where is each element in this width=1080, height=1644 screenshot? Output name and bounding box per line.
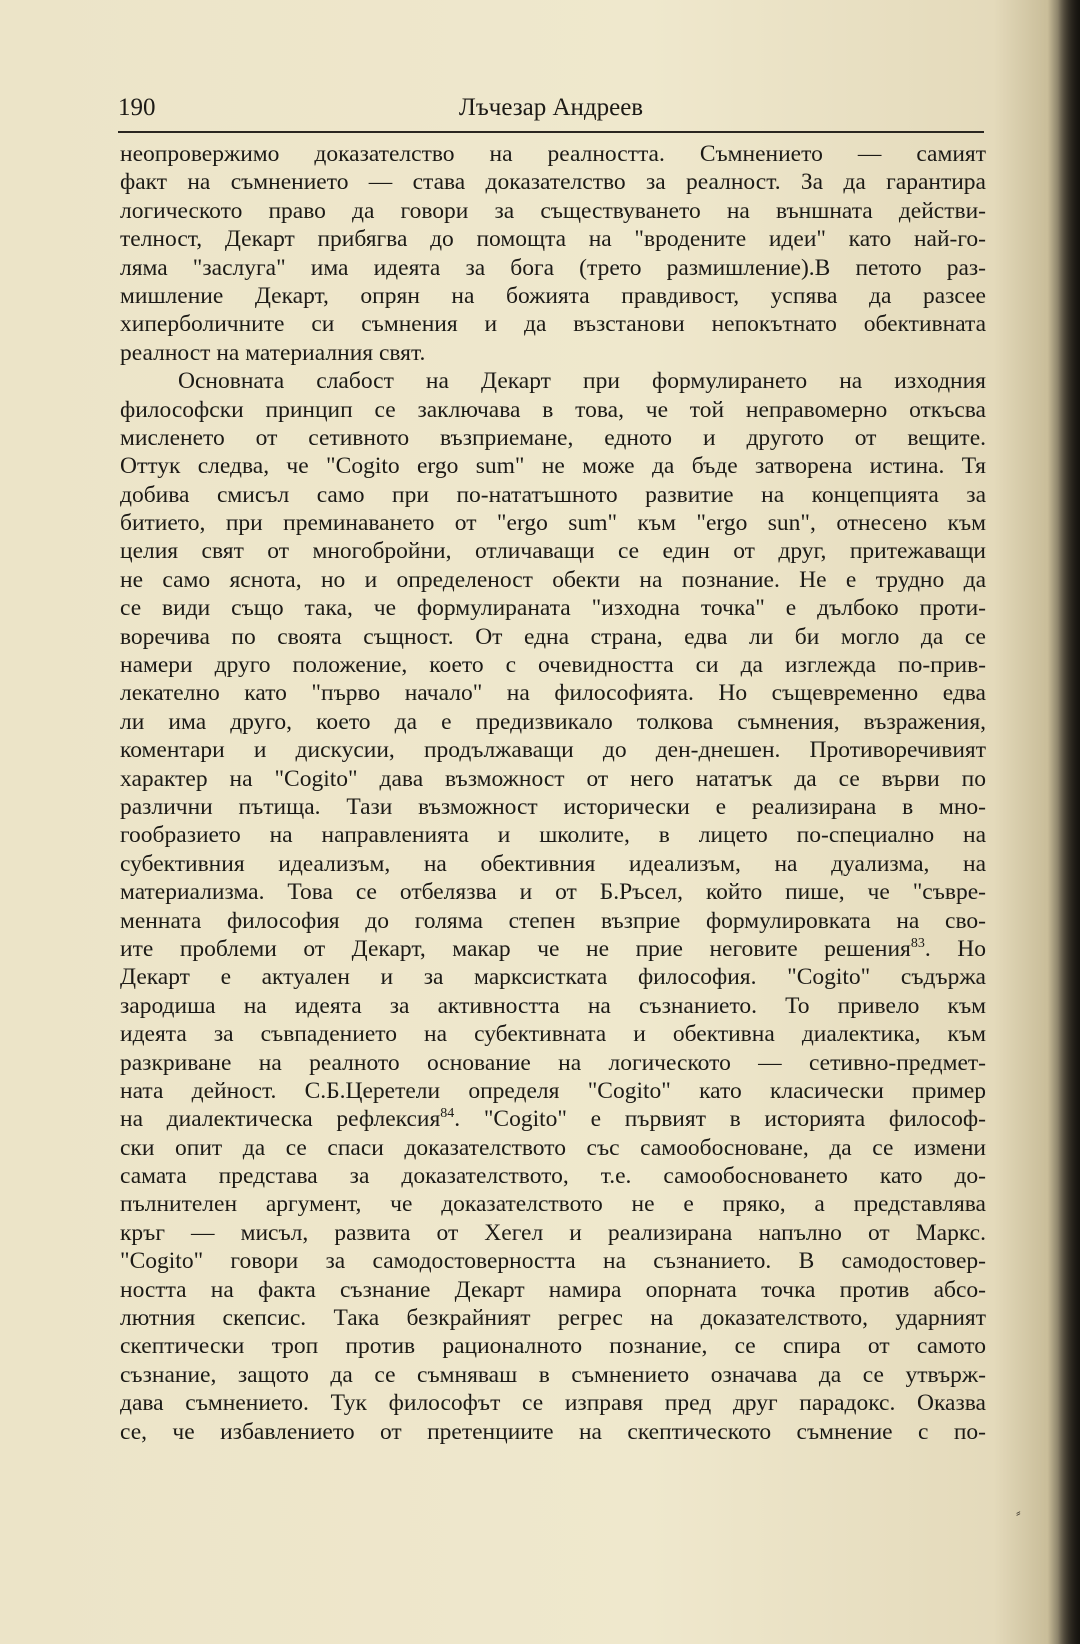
- text-line: хиперболичните си съмнения и да възстанови непокътнато обективната: [120, 311, 986, 338]
- text-line: самата представа за доказателството, т.е. самообосноването като до-: [120, 1163, 986, 1190]
- text-line: телност, Декарт прибягва до помощта на "вродените идеи" като най-го-: [120, 226, 986, 253]
- text-line-with-footnote: [120, 1105, 986, 1133]
- text-line: пълнителен аргумент, че доказателството не е пряко, а представлява: [120, 1191, 986, 1218]
- page-edge-shadow: [1058, 0, 1080, 1644]
- text-line: съзнание, защото да се съмняваш в съмнението означава да се утвърж-: [120, 1361, 986, 1388]
- text-line: кръг — мисъл, развита от Хегел и реализирана напълно от Маркс.: [120, 1219, 986, 1246]
- text-line: Декарт е актуален и за марксистката философия. "Cogito" съдържа: [120, 964, 986, 991]
- text-line: лютния скепсис. Така безкрайният регрес на доказателството, ударният: [120, 1305, 986, 1332]
- text-line: не само яснота, но и определеност обекти на познание. Не е трудно да: [120, 566, 986, 593]
- body-text: [120, 140, 986, 1446]
- text-line: зародиша на идеята за активността на съзнанието. То привело към: [120, 992, 986, 1019]
- text-line: реалност на материалния свят.: [120, 339, 426, 366]
- text-line: ски опит да се спаси доказателството със самообосноване, да се измени: [120, 1134, 986, 1161]
- text-line: логическото право да говори за съществуването на външната действи-: [120, 197, 986, 224]
- running-head: Лъчезар Андреев: [458, 94, 644, 121]
- text-line: ната дейност. С.Б.Церетели определя "Cogito" като класически пример: [120, 1077, 986, 1104]
- text-line: се, че избавлението от претенциите на скептическото съмнение с по-: [120, 1418, 986, 1445]
- text-line: ли има друго, което да е предизвикало толкова съмнения, възражения,: [120, 708, 986, 735]
- footnote-ref-84: 84: [440, 1106, 455, 1122]
- text-line: Оттук следва, че "Cogito ergo sum" не може да бъде затворена истина. Тя: [120, 453, 986, 480]
- text-fragment: . Но: [924, 935, 986, 962]
- page-number: 190: [118, 94, 156, 121]
- text-line: битието, при преминаването от "ergo sum" към "ergo sun", отнесено към: [120, 510, 986, 537]
- page-header: [118, 92, 984, 132]
- text-fragment: . "Cogito" е първият в историята философ-: [454, 1106, 986, 1133]
- text-line: факт на съмнението — става доказателство за реалност. За да гарантира: [120, 169, 986, 196]
- text-fragment: ите проблеми от Декарт, макар че не прие неговите решения: [120, 935, 911, 962]
- text-line: различни пътища. Тази възможност исторически е реализирана в мно-: [120, 793, 986, 820]
- text-line: идеята за съвпадението на субективната и обективна диалектика, към: [120, 1021, 986, 1048]
- text-line: менната философия до голяма степен възприе формулировката на сво-: [120, 907, 986, 934]
- text-line: добива смисъл само при по-нататъшното развитие на концепцията за: [120, 481, 986, 508]
- text-line: дава съмнението. Тук философът се изправя пред друг парадокс. Оказва: [120, 1390, 986, 1417]
- text-line: материализма. Това се отбелязва и от Б.Ръсел, който пише, че "съвре-: [120, 879, 986, 906]
- text-line: намери друго положение, което с очевидността си да изглежда по-прив-: [120, 652, 986, 679]
- text-line: философски принцип се заключава в това, че той неправомерно откъсва: [120, 396, 986, 423]
- text-line: "Cogito" говори за самодостоверността на съзнанието. В самодостовер-: [120, 1248, 986, 1275]
- text-line: субективния идеализъм, на обективния идеализъм, на дуализма, на: [120, 850, 986, 877]
- text-line-with-footnote: [120, 935, 986, 963]
- text-line: целия свят от многобройни, отличаващи се един от друг, притежаващи: [120, 538, 986, 565]
- text-line: Основната слабост на Декарт при формулирането на изходния: [178, 368, 986, 395]
- text-line: неопровержимо доказателство на реалността. Съмнението — самият: [120, 141, 986, 167]
- text-line: ността на факта съзнание Декарт намира опорната точка против абсо-: [120, 1276, 986, 1303]
- text-line: скептически троп против рационалното познание, се спира от самото: [120, 1333, 986, 1360]
- text-line: характер на "Cogito" дава възможност от него нататък да се върви по: [120, 765, 986, 792]
- text-line: гообразието на направленията и школите, в лицето по-специално на: [120, 822, 986, 849]
- text-line: коментари и дискусии, продължаващи до ден-днешен. Противоречивият: [120, 737, 986, 764]
- text-line: ляма "заслуга" има идеята за бога (трето размишление).В петото раз-: [120, 254, 986, 281]
- text-line: лекателно като "първо начало" на философията. Но същевременно едва: [120, 680, 986, 707]
- margin-mark: ⸗: [1016, 1506, 1021, 1521]
- text-line: мисленето от сетивното възприемане, едното и другото от вещите.: [120, 424, 986, 451]
- text-line: се види също така, че формулираната "изходна точка" е дълбоко проти-: [120, 595, 986, 622]
- text-line: мишление Декарт, опрян на божията правдивост, успява да разсее: [120, 282, 986, 309]
- text-fragment: на диалектическа рефлексия: [120, 1106, 441, 1133]
- footnote-ref-83: 83: [910, 936, 925, 952]
- text-line: разкриване на реалното основание на логическото — сетивно-предмет-: [120, 1049, 986, 1076]
- header-rule: [118, 131, 984, 133]
- text-line: воречива по своята същност. От една страна, едва ли би могло да се: [120, 623, 986, 650]
